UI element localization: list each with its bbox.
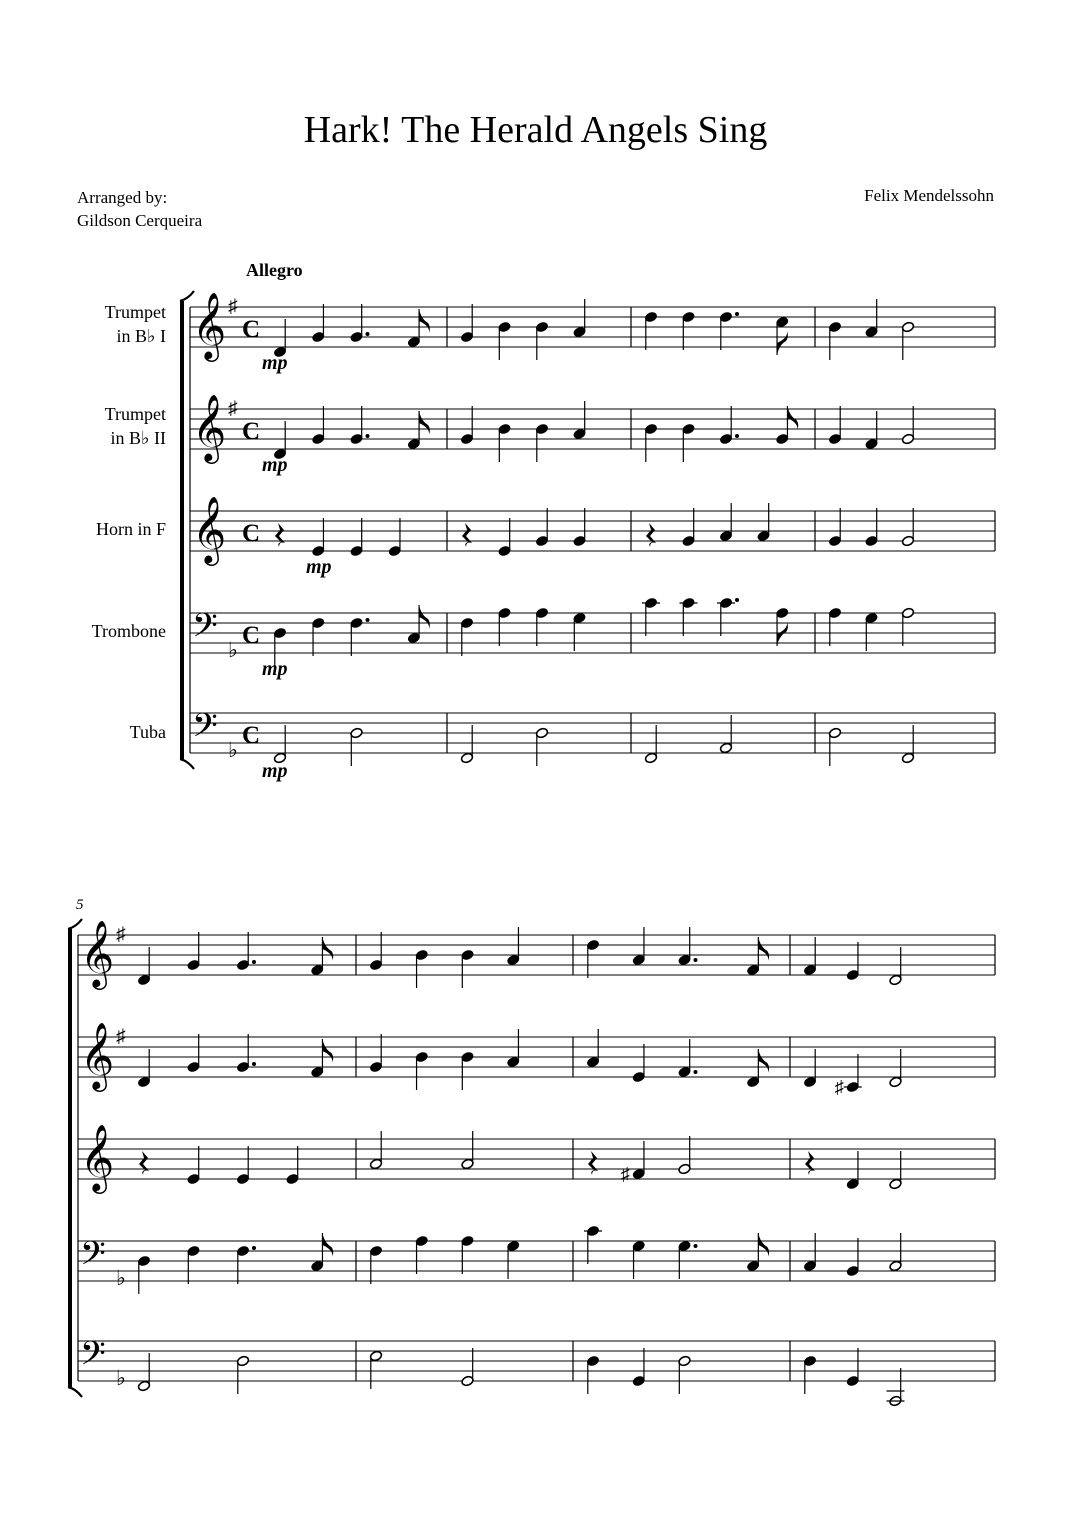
dynamic-marking: mp	[262, 454, 288, 476]
treble-clef: 𝄞	[80, 921, 115, 986]
accidental-sharp: ♯	[620, 1164, 630, 1184]
quarter-rest	[588, 1151, 598, 1175]
key-signature-flat: ♭	[228, 738, 238, 762]
note-dot	[252, 1246, 256, 1250]
accidental-sharp: ♯	[834, 1077, 844, 1097]
note-flag	[322, 1233, 333, 1257]
note-dot	[694, 1244, 698, 1248]
time-signature: C	[242, 316, 261, 343]
note-dot	[694, 958, 698, 962]
quarter-rest	[805, 1151, 815, 1175]
note-flag	[419, 309, 430, 333]
key-signature-flat: ♭	[228, 638, 238, 662]
key-signature-flat: ♭	[116, 1266, 126, 1290]
note-dot	[252, 960, 256, 964]
note-dot	[735, 598, 739, 602]
note-flag	[419, 605, 430, 629]
quarter-rest	[275, 523, 285, 547]
note-dot	[366, 332, 370, 336]
arranger-label: Arranged by:	[77, 188, 168, 207]
treble-clef: 𝄞	[192, 293, 227, 358]
time-signature: C	[242, 418, 261, 445]
note-dot	[735, 434, 739, 438]
instrument-label-horn: Horn in F	[95, 519, 166, 539]
treble-clef: 𝄞	[80, 1023, 115, 1088]
note-dot	[366, 618, 370, 622]
measure-number: 5	[76, 897, 84, 913]
key-signature-flat: ♭	[116, 1366, 126, 1390]
key-signature-sharp: ♯	[228, 398, 238, 419]
treble-clef: 𝄞	[192, 395, 227, 460]
key-signature-sharp: ♯	[116, 1026, 126, 1047]
bass-clef: 𝄢	[80, 1235, 106, 1280]
note-flag	[322, 1039, 333, 1063]
arranger-name: Gildson Cerqueira	[77, 211, 203, 230]
instrument-label-trumpet-1: Trumpet in B♭ I	[104, 302, 166, 346]
note-dot	[694, 1070, 698, 1074]
quarter-rest	[462, 523, 472, 547]
note-flag	[758, 1049, 769, 1073]
instrument-label-trumpet-2: Trumpet in B♭ II	[104, 404, 166, 448]
note-flag	[322, 937, 333, 961]
score-title: Hark! The Herald Angels Sing	[303, 109, 768, 151]
bracket-hook-bottom	[180, 759, 194, 769]
key-signature-sharp: ♯	[228, 296, 238, 317]
dynamic-marking: mp	[262, 760, 288, 782]
time-signature: C	[242, 520, 261, 547]
tempo-marking: Allegro	[246, 260, 303, 280]
note-dot	[735, 312, 739, 316]
dynamic-marking: mp	[262, 352, 288, 374]
bass-clef: 𝄢	[192, 707, 218, 752]
time-signature: C	[242, 622, 261, 649]
treble-clef: 𝄞	[192, 497, 227, 562]
bass-clef: 𝄢	[192, 607, 218, 652]
note-flag	[758, 937, 769, 961]
note-flag	[777, 331, 788, 355]
instrument-label-tuba: Tuba	[129, 722, 166, 742]
note-flag	[419, 411, 430, 435]
note-flag	[758, 1233, 769, 1257]
note-dot	[252, 1062, 256, 1066]
instrument-label-trombone: Trombone	[91, 621, 166, 641]
bass-clef: 𝄢	[80, 1335, 106, 1380]
dynamic-marking: mp	[306, 556, 332, 578]
dynamic-marking: mp	[262, 658, 288, 680]
note-flag	[787, 406, 798, 430]
note-dot	[366, 434, 370, 438]
time-signature: C	[242, 722, 261, 749]
quarter-rest	[646, 523, 656, 547]
treble-clef: 𝄞	[80, 1125, 115, 1190]
key-signature-sharp: ♯	[116, 924, 126, 945]
composer-credit: Felix Mendelssohn	[864, 186, 994, 205]
bracket-hook-bottom	[68, 1387, 82, 1397]
note-flag	[777, 622, 788, 646]
quarter-rest	[139, 1151, 149, 1175]
